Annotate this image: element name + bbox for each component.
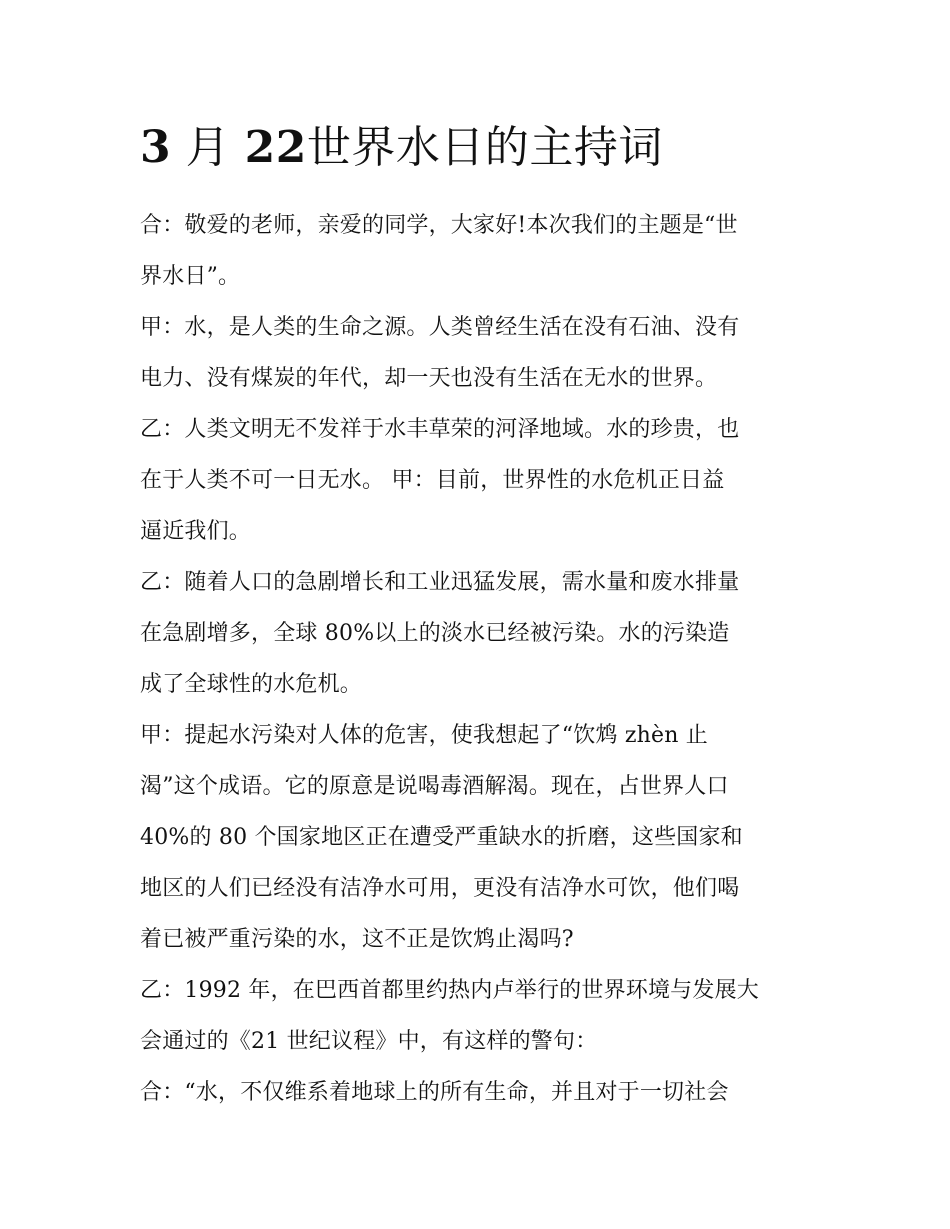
text-line: 合：敬爱的老师，亲爱的同学，大家好!本次我们的主题是“世 [140, 213, 738, 238]
text-line: 乙：1992 年，在巴西首都里约热内卢举行的世界环境与发展大 [140, 978, 759, 1003]
text-line: 界水日”。 [140, 264, 241, 289]
text-line: 渴”这个成语。它的原意是说喝毒酒解渴。现在，占世界人口 [140, 774, 729, 799]
title-text: 世界水日的主持词 [306, 122, 663, 173]
document-title [140, 118, 820, 178]
text-line: 乙：人类文明无不发祥于水丰草荣的河泽地域。水的珍贵，也 [140, 417, 740, 442]
text-line: 逼近我们。 [140, 519, 252, 544]
paragraph-agenda-21 [140, 965, 820, 1067]
title-month-word: 月 [185, 122, 231, 173]
paragraph-pollution-harm [140, 710, 820, 965]
paragraph-civilization [140, 404, 820, 557]
text-line: 乙：随着人口的急剧增长和工业迅猛发展，需水量和废水排量 [140, 570, 740, 595]
text-line: 地区的人们已经没有洁净水可用，更没有洁净水可饮，他们喝 [140, 876, 740, 901]
text-line: 成了全球性的水危机。 [140, 672, 363, 697]
paragraph-source-of-life [140, 302, 820, 404]
text-line: 在急剧增多，全球 80%以上的淡水已经被污染。水的污染造 [140, 621, 730, 646]
title-month-number: 3 [140, 122, 172, 173]
text-line: 着已被严重污染的水，这不正是饮鸩止渴吗? [140, 927, 574, 952]
text-line: 在于人类不可一日无水。 甲：目前，世界性的水危机正日益 [140, 468, 725, 493]
text-line: 40%的 80 个国家地区正在遭受严重缺水的折磨，这些国家和 [140, 825, 743, 850]
paragraph-closing-quote [140, 1067, 820, 1118]
text-line: 甲：提起水污染对人体的危害，使我想起了“饮鸩 zhèn 止 [140, 723, 708, 748]
text-line: 电力、没有煤炭的年代，却一天也没有生活在无水的世界。 [140, 366, 718, 391]
text-line: 甲：水，是人类的生命之源。人类曾经生活在没有石油、没有 [140, 315, 740, 340]
title-day-number: 22 [244, 122, 307, 173]
document-page [140, 118, 820, 1118]
paragraph-water-crisis [140, 557, 820, 710]
paragraph-opening [140, 200, 820, 302]
text-line: 合：“水，不仅维系着地球上的所有生命，并且对于一切社会 [140, 1080, 729, 1105]
text-line: 会通过的《21 世纪议程》中，有这样的警句： [140, 1029, 598, 1054]
